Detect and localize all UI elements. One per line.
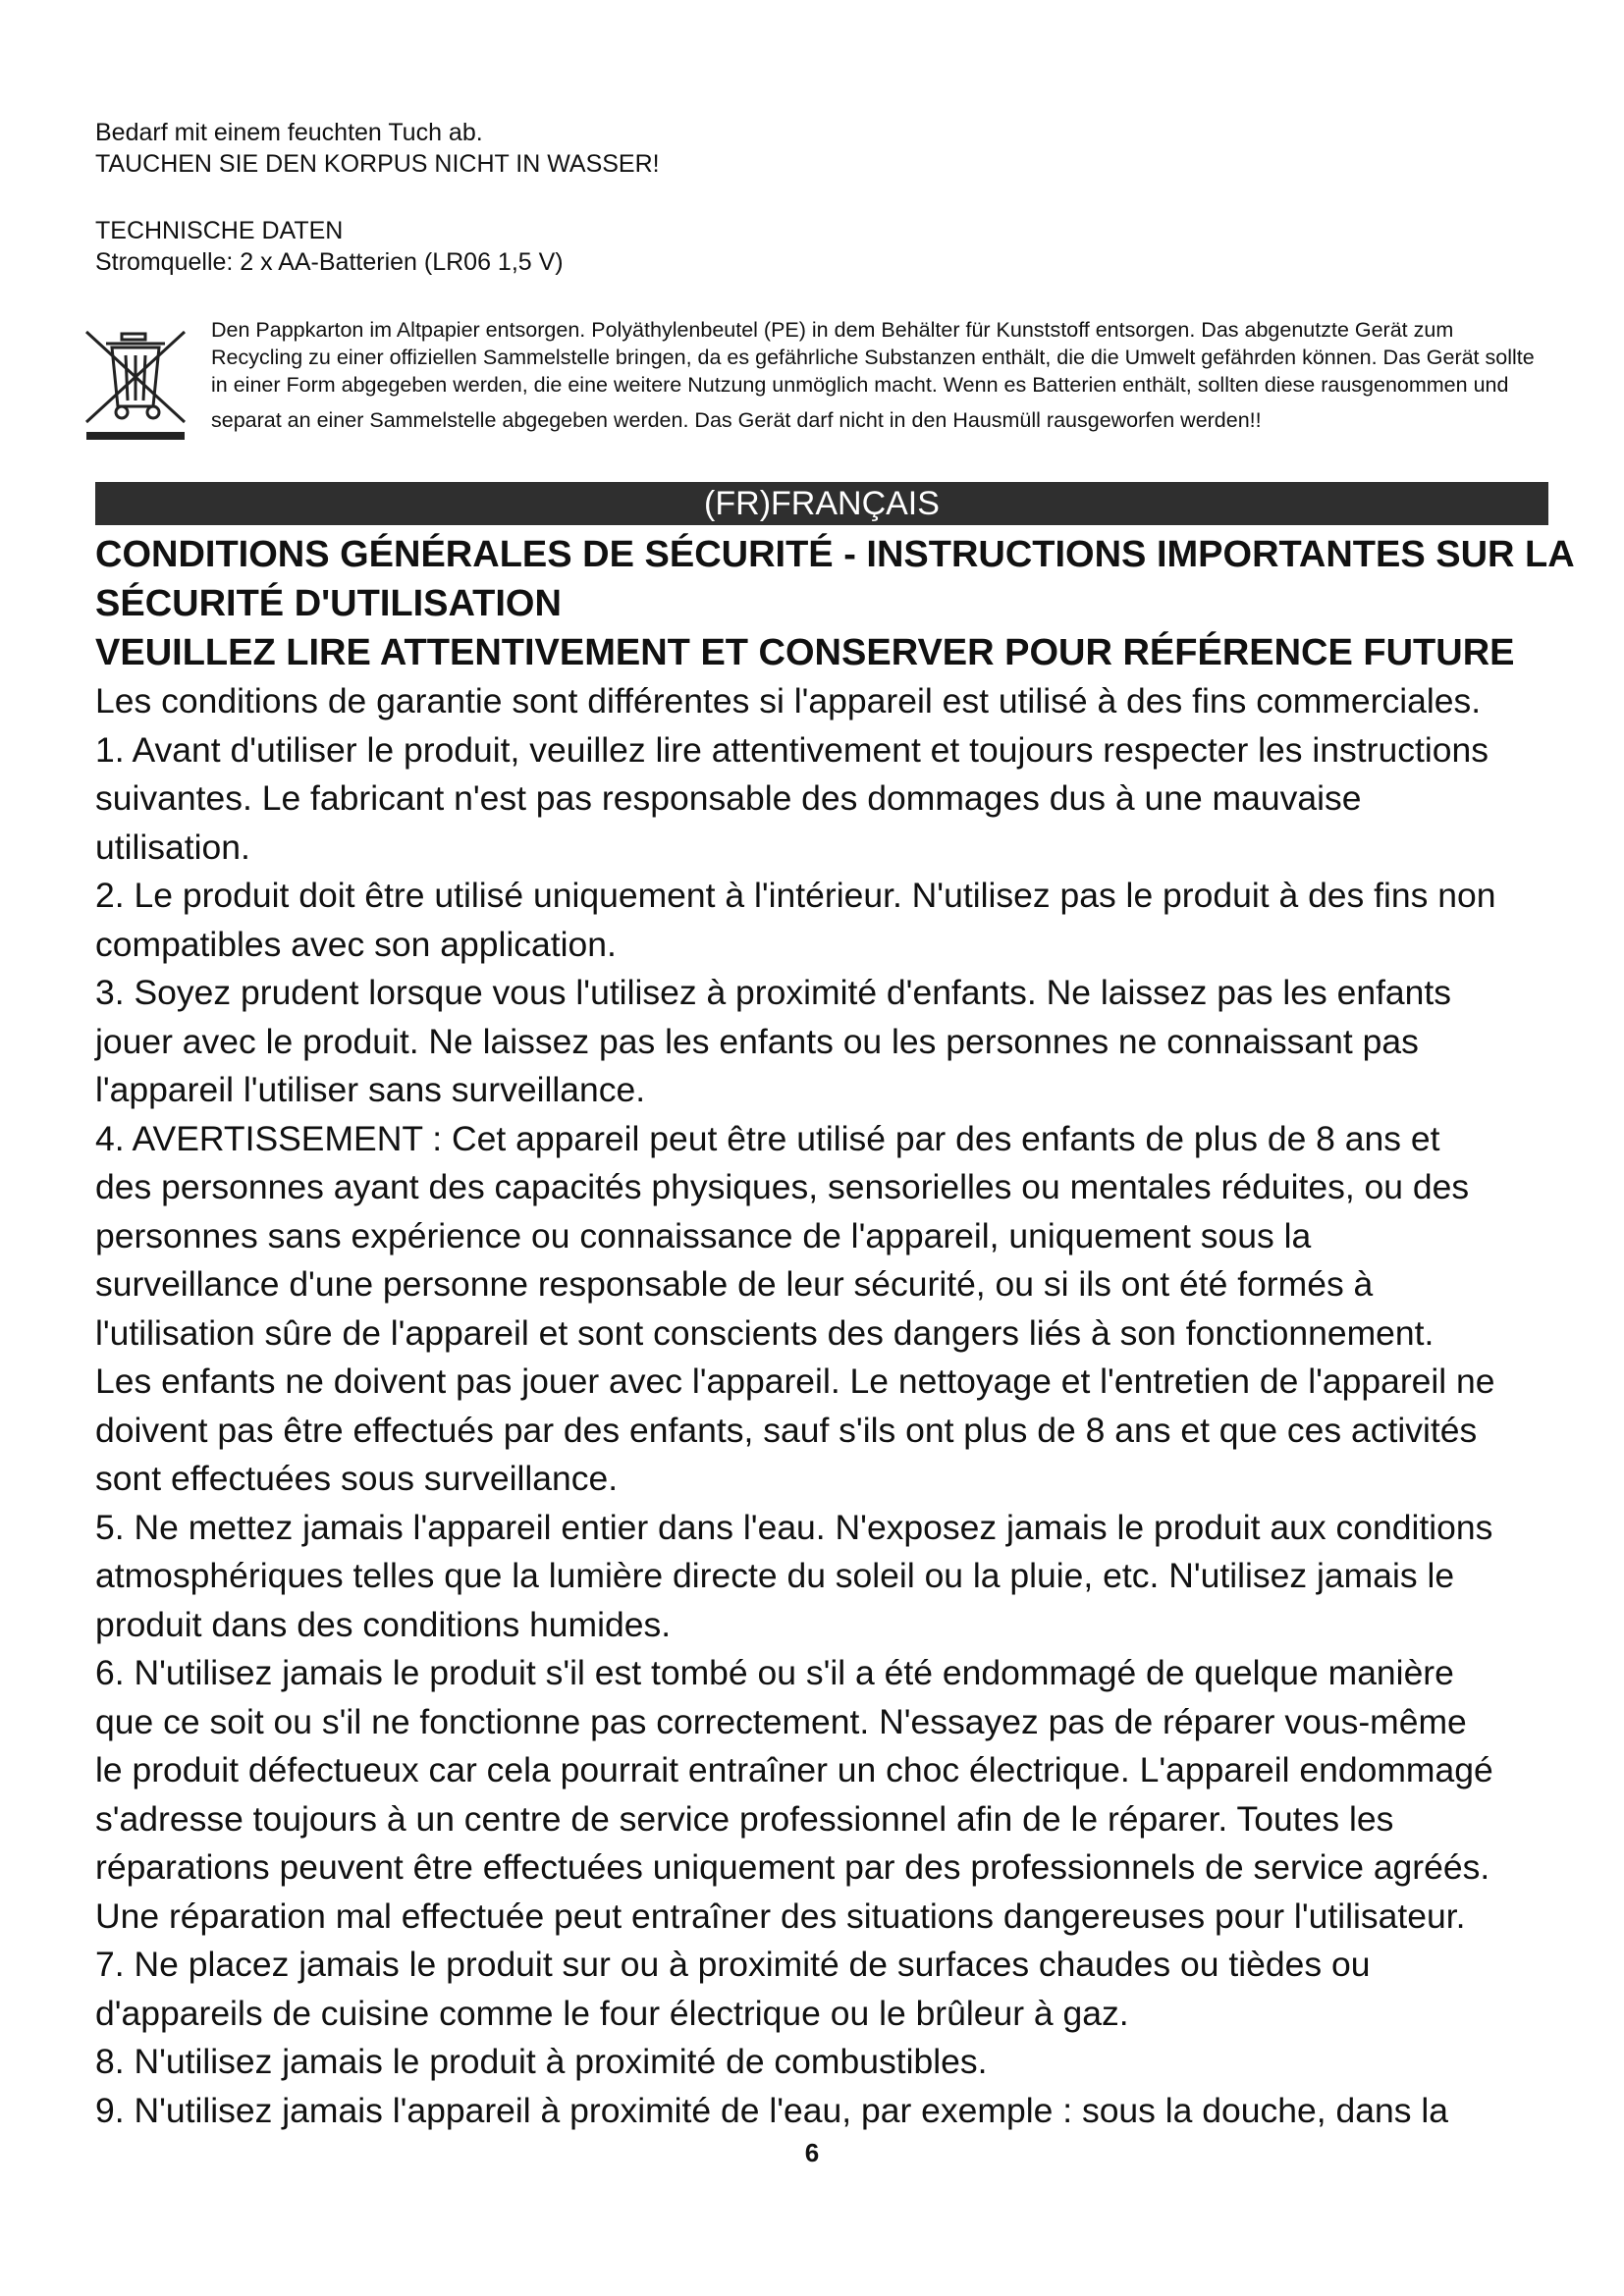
- instruction-line: 2. Le produit doit être utilisé uniquement à l'intérieur. N'utilisez pas le produit à des fins non: [95, 876, 1496, 915]
- disposal-line: Recycling zu einer offiziellen Sammelstelle bringen, da es gefährliche Substanzen enthält, die die Umwelt gefährden können. Das Gerät sollte: [211, 346, 1535, 369]
- instruction-line: des personnes ayant des capacités physiques, sensorielles ou mentales réduites, ou des: [95, 1167, 1470, 1206]
- instruction-line: 8. N'utilisez jamais le produit à proximité de combustibles.: [95, 2042, 988, 2081]
- safety-heading: [95, 530, 1588, 677]
- heading-line: VEUILLEZ LIRE ATTENTIVEMENT ET CONSERVER POUR RÉFÉRENCE FUTURE: [95, 632, 1515, 673]
- instruction-line: s'adresse toujours à un centre de service professionnel afin de le réparer. Toutes les: [95, 1798, 1394, 1839]
- page-number: 6: [804, 2138, 820, 2167]
- heading-line: SÉCURITÉ D'UTILISATION: [95, 583, 562, 624]
- instruction-line: 4. AVERTISSEMENT : Cet appareil peut être utilisé par des enfants de plus de 8 ans et: [95, 1118, 1440, 1158]
- instruction-line: que ce soit ou s'il ne fonctionne pas correctement. N'essayez pas de réparer vous-même: [95, 1701, 1467, 1741]
- safety-instructions: [95, 677, 1597, 2135]
- disposal-line: separat an einer Sammelstelle abgegeben werden. Das Gerät darf nicht in den Hausmüll rausgeworfen werden!!: [211, 408, 1262, 432]
- instruction-line: 1. Avant d'utiliser le produit, veuillez lire attentivement et toujours respecter les instructions: [95, 729, 1489, 770]
- instruction-line: compatibles avec son application.: [95, 924, 617, 964]
- language-banner: (FR)FRANÇAIS: [95, 482, 1548, 525]
- disposal-line: in einer Form abgegeben werden, die eine weitere Nutzung unmöglich macht. Wenn es Batterien enthält, sollten diese rausgenommen und: [211, 373, 1509, 397]
- instruction-line: surveillance d'une personne responsable de leur sécurité, ou si ils ont été formés à: [95, 1264, 1374, 1304]
- disposal-line: Den Pappkarton im Altpapier entsorgen. Polyäthylenbeutel (PE) in dem Behälter für Kunststoff entsorgen. Das abgenutzte Gerät zum: [211, 318, 1454, 342]
- tech-data-power: Stromquelle: 2 x AA-Batterien (LR06 1,5 V): [95, 248, 564, 276]
- heading-line: CONDITIONS GÉNÉRALES DE SÉCURITÉ - INSTRUCTIONS IMPORTANTES SUR LA: [95, 534, 1575, 575]
- instruction-line: doivent pas être effectués par des enfants, sauf s'ils ont plus de 8 ans et que ces activités: [95, 1410, 1478, 1450]
- instruction-line: produit dans des conditions humides.: [95, 1604, 672, 1644]
- instruction-line: 7. Ne placez jamais le produit sur ou à proximité de surfaces chaudes ou tièdes ou: [95, 1945, 1371, 1984]
- instruction-line: 9. N'utilisez jamais l'appareil à proximité de l'eau, par exemple : sous la douche, dans la: [95, 2090, 1448, 2130]
- instruction-line: l'appareil l'utiliser sans surveillance.: [95, 1070, 646, 1109]
- instruction-line: jouer avec le produit. Ne laissez pas les enfants ou les personnes ne connaissant pas: [95, 1021, 1419, 1061]
- instruction-line: 5. Ne mettez jamais l'appareil entier dans l'eau. N'exposez jamais le produit aux conditions: [95, 1507, 1493, 1547]
- instruction-line: Une réparation mal effectuée peut entraîner des situations dangereuses pour l'utilisateur.: [95, 1896, 1466, 1936]
- instruction-line: d'appareils de cuisine comme le four électrique ou le brûleur à gaz.: [95, 1993, 1129, 2033]
- disposal-notice: [79, 316, 1551, 442]
- no-water-warning: TAUCHEN SIE DEN KORPUS NICHT IN WASSER!: [95, 150, 660, 178]
- instruction-line: sont effectuées sous surveillance.: [95, 1459, 619, 1498]
- instruction-line: personnes sans expérience ou connaissance de l'appareil, uniquement sous la: [95, 1215, 1312, 1255]
- crossed-out-wheelie-bin-icon: [79, 326, 196, 442]
- instruction-line: réparations peuvent être effectuées uniquement par des professionnels de service agréés.: [95, 1847, 1490, 1887]
- instruction-line: 3. Soyez prudent lorsque vous l'utilisez à proximité d'enfants. Ne laissez pas les enfants: [95, 973, 1452, 1012]
- instruction-line: l'utilisation sûre de l'appareil et sont conscients des dangers liés à son fonctionnement.: [95, 1312, 1435, 1353]
- tech-data-title: TECHNISCHE DATEN: [95, 217, 344, 244]
- instruction-line: utilisation.: [95, 827, 250, 867]
- instruction-line: le produit défectueux car cela pourrait entraîner un choc électrique. L'appareil endommagé: [95, 1750, 1493, 1789]
- instruction-line: suivantes. Le fabricant n'est pas responsable des dommages dus à une mauvaise: [95, 778, 1362, 818]
- instruction-line: atmosphériques telles que la lumière directe du soleil ou la pluie, etc. N'utilisez jamais le: [95, 1556, 1455, 1595]
- disposal-text: [211, 316, 1586, 434]
- cleaning-note: Bedarf mit einem feuchten Tuch ab.: [95, 119, 483, 146]
- instruction-line: 6. N'utilisez jamais le produit s'il est tombé ou s'il a été endommagé de quelque manière: [95, 1653, 1454, 1692]
- instruction-line: Les enfants ne doivent pas jouer avec l'appareil. Le nettoyage et l'entretien de l'appareil ne: [95, 1362, 1495, 1401]
- instruction-line: Les conditions de garantie sont différentes si l'appareil est utilisé à des fins commerciales.: [95, 681, 1482, 721]
